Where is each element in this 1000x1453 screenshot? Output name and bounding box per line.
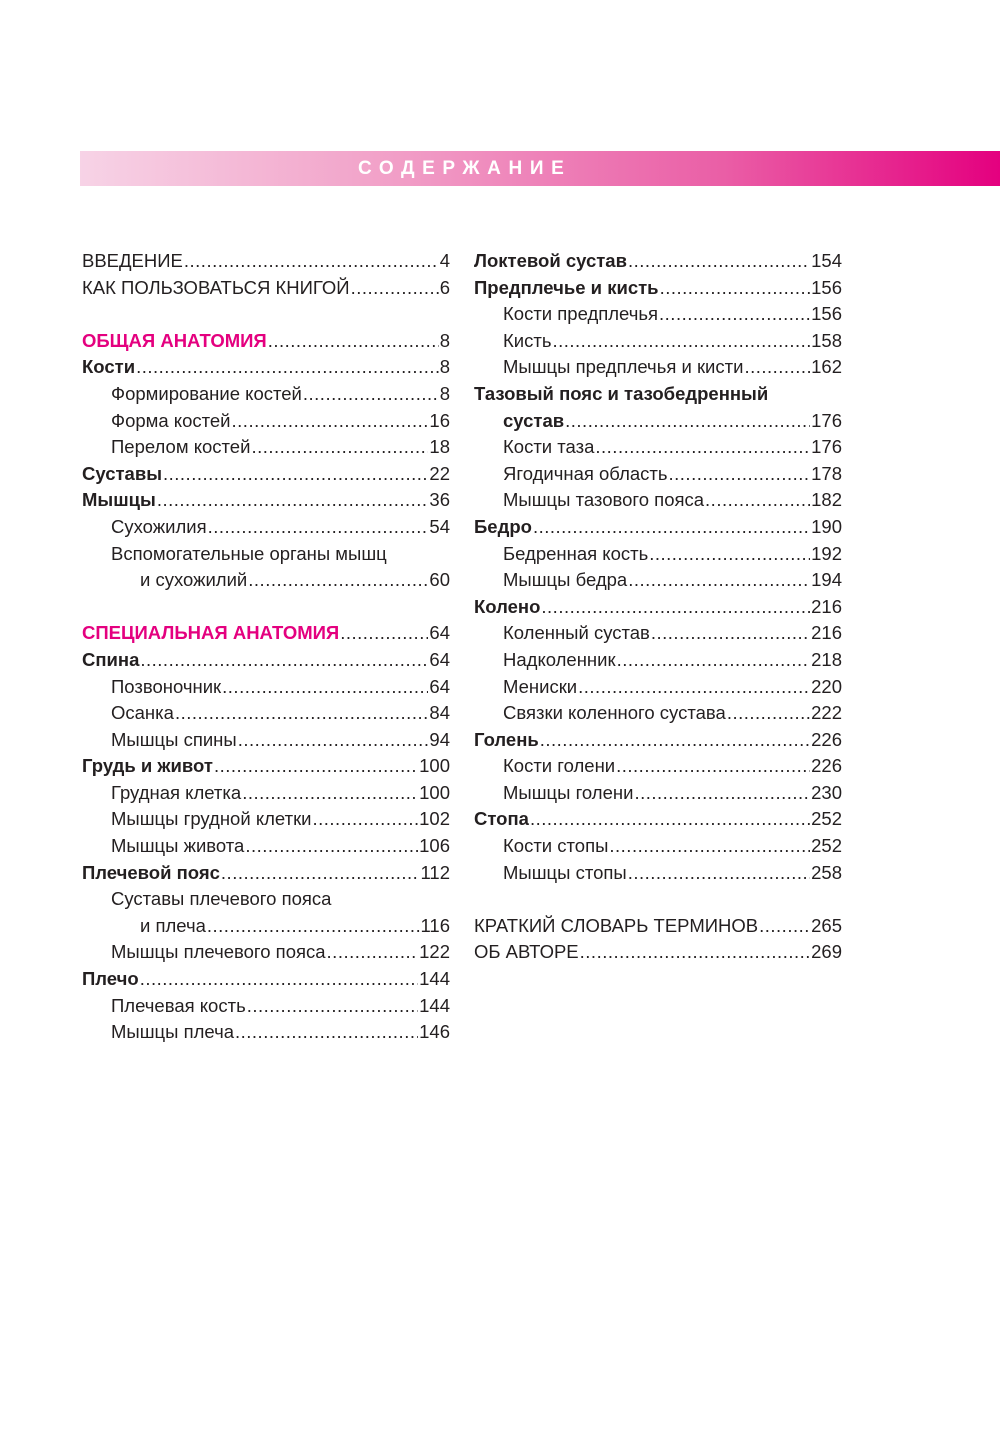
toc-entry-title: Голень xyxy=(474,728,539,750)
toc-dot-leader xyxy=(221,860,420,887)
toc-entry xyxy=(474,514,842,541)
toc-entry xyxy=(474,594,842,621)
toc-entry-title: Плечо xyxy=(82,968,139,990)
toc-page-number: 216 xyxy=(811,595,842,617)
toc-dot-leader xyxy=(251,434,428,461)
toc-entry xyxy=(82,567,450,594)
toc-entry-title: Предплечье и кисть xyxy=(474,276,659,298)
toc-entry-title: Осанка xyxy=(111,702,174,724)
toc-entry-title: ОБ АВТОРЕ xyxy=(474,941,579,963)
toc-entry xyxy=(82,248,450,275)
toc-page-number: 4 xyxy=(439,250,450,271)
toc-dot-leader xyxy=(541,594,810,621)
toc-page-number: 154 xyxy=(811,250,842,271)
toc-page-number: 144 xyxy=(419,994,450,1016)
toc-entry xyxy=(82,833,450,860)
toc-entry-title: Мышцы предплечья и кисти xyxy=(503,356,744,378)
toc-entry xyxy=(82,620,450,647)
toc-page-number: 84 xyxy=(429,702,450,724)
toc-entry xyxy=(474,541,842,568)
toc-page-number: 16 xyxy=(429,409,450,431)
toc-entry-title: Бедро xyxy=(474,515,532,537)
toc-page-number: 226 xyxy=(811,755,842,777)
toc-entry-title: Стопа xyxy=(474,808,529,830)
toc-entry xyxy=(474,833,842,860)
toc-page-number: 218 xyxy=(811,648,842,670)
toc-dot-leader xyxy=(578,674,810,701)
toc-entry-title: Мениски xyxy=(503,675,578,697)
toc-page-number: 112 xyxy=(420,861,450,883)
toc-page-number: 192 xyxy=(811,542,842,564)
toc-page-number: 216 xyxy=(811,622,842,644)
toc-entry-title: Плечевой пояс xyxy=(82,861,220,883)
toc-page-number: 8 xyxy=(439,329,450,351)
toc-entry-title: Плечевая кость xyxy=(111,994,246,1016)
toc-entry-title: Кости стопы xyxy=(503,835,609,857)
toc-dot-leader xyxy=(327,939,419,966)
toc-entry xyxy=(82,939,450,966)
toc-page-number: 220 xyxy=(811,675,842,697)
toc-entry xyxy=(82,780,450,807)
toc-entry xyxy=(82,461,450,488)
toc-entry xyxy=(82,727,450,754)
toc-page-number: 64 xyxy=(429,675,450,697)
toc-dot-leader xyxy=(222,674,428,701)
toc-entry xyxy=(474,647,842,674)
toc-entry-title: Бедренная кость xyxy=(503,542,649,564)
toc-entry xyxy=(474,275,842,302)
toc-page-number: 8 xyxy=(439,356,450,378)
toc-dot-leader xyxy=(207,913,420,940)
toc-entry-title: Мышцы xyxy=(82,489,156,511)
toc-dot-leader xyxy=(163,461,428,488)
toc-page-number: 230 xyxy=(811,781,842,803)
toc-entry xyxy=(474,461,842,488)
toc-page-number: 64 xyxy=(429,648,450,670)
toc-page-number: 18 xyxy=(429,436,450,458)
toc-dot-leader xyxy=(616,753,810,780)
toc-dot-leader xyxy=(238,727,429,754)
toc-dot-leader xyxy=(351,275,439,302)
toc-dot-leader xyxy=(744,354,810,381)
toc-page-number: 94 xyxy=(429,728,450,750)
toc-dot-leader xyxy=(313,806,419,833)
toc-page-number: 252 xyxy=(811,808,842,830)
toc-entry xyxy=(474,408,842,435)
toc-entry xyxy=(474,328,842,355)
toc-dot-leader xyxy=(247,993,418,1020)
toc-entry-title: Мышцы спины xyxy=(111,728,237,750)
toc-entry-title: КРАТКИЙ СЛОВАРЬ ТЕРМИНОВ xyxy=(474,914,759,936)
toc-dot-leader xyxy=(649,541,810,568)
toc-page-number: 269 xyxy=(811,941,842,963)
toc-entry-title: и плеча xyxy=(140,914,206,936)
toc-dot-leader xyxy=(628,248,810,275)
page-title: СОДЕРЖАНИЕ xyxy=(358,158,572,179)
toc-dot-leader xyxy=(540,727,810,754)
toc-entry xyxy=(82,328,450,355)
toc-entry xyxy=(474,620,842,647)
toc-dot-leader xyxy=(245,833,418,860)
toc-entry-title: Грудь и живот xyxy=(82,755,213,777)
toc-entry xyxy=(82,647,450,674)
toc-entry-title: Мышцы плеча xyxy=(111,1021,234,1043)
toc-entry-title: Кости предплечья xyxy=(503,303,659,325)
toc-page-number: 64 xyxy=(429,622,450,644)
toc-entry-title: Формирование костей xyxy=(111,382,302,404)
toc-dot-leader xyxy=(136,354,439,381)
toc-entry-title: Суставы плечевого пояса xyxy=(111,888,332,910)
toc-entry xyxy=(474,727,842,754)
toc-dot-leader xyxy=(248,567,428,594)
toc-entry xyxy=(474,301,842,328)
toc-dot-leader xyxy=(175,700,428,727)
toc-entry-title: Мышцы тазового пояса xyxy=(503,489,705,511)
toc-entry-title: Колено xyxy=(474,595,541,617)
toc-entry-title: Позвоночник xyxy=(111,675,222,697)
toc-entry-title: Кости таза xyxy=(503,436,595,458)
toc-dot-leader xyxy=(628,860,810,887)
toc-entry xyxy=(82,806,450,833)
toc-entry xyxy=(82,487,450,514)
toc-entry-title: Грудная клетка xyxy=(111,781,242,803)
toc-page-number: 106 xyxy=(419,835,450,857)
toc-dot-leader xyxy=(242,780,418,807)
toc-page-number: 156 xyxy=(811,276,842,298)
toc-dot-leader xyxy=(533,514,810,541)
toc-entry xyxy=(82,354,450,381)
toc-page-number: 252 xyxy=(811,835,842,857)
toc-entry-title: Мышцы голени xyxy=(503,781,634,803)
toc-dot-leader xyxy=(659,301,810,328)
toc-entry-title: Мышцы стопы xyxy=(503,861,627,883)
toc-column-left xyxy=(82,248,450,1046)
toc-page-number: 144 xyxy=(419,968,450,990)
toc-dot-leader xyxy=(565,408,810,435)
toc-dot-leader xyxy=(184,248,439,275)
toc-entry xyxy=(82,753,450,780)
toc-page-number: 116 xyxy=(420,914,450,936)
toc-page-number: 194 xyxy=(811,569,842,591)
toc-entry xyxy=(82,275,450,302)
toc-entry-title: Связки коленного сустава xyxy=(503,702,726,724)
toc-dot-leader xyxy=(157,487,429,514)
toc-dot-leader xyxy=(303,381,439,408)
toc-page-number: 226 xyxy=(811,728,842,750)
toc-entry xyxy=(474,913,842,940)
toc-entry xyxy=(474,780,842,807)
toc-dot-leader xyxy=(634,780,810,807)
toc-entry xyxy=(82,408,450,435)
toc-entry-title: Надколенник xyxy=(503,648,616,670)
toc-entry-title: Суставы xyxy=(82,462,162,484)
toc-entry-title: Кости xyxy=(82,356,136,378)
toc-dot-leader xyxy=(609,833,810,860)
toc-entry xyxy=(474,939,842,966)
toc-entry-title: Мышцы живота xyxy=(111,835,245,857)
toc-page-number: 178 xyxy=(811,462,842,484)
toc-entry-title: Мышцы грудной клетки xyxy=(111,808,312,830)
toc-dot-leader xyxy=(651,620,810,647)
toc-dot-leader xyxy=(140,647,428,674)
toc-page-number: 258 xyxy=(811,861,842,883)
toc-entry xyxy=(82,966,450,993)
toc-dot-leader xyxy=(208,514,429,541)
toc-entry-title: Сухожилия xyxy=(111,515,207,537)
toc-page-number: 22 xyxy=(429,462,450,484)
toc-page-number: 8 xyxy=(439,382,450,404)
toc-entry-title: Коленный сустав xyxy=(503,622,650,644)
toc-entry xyxy=(82,886,450,913)
toc-dot-leader xyxy=(595,434,810,461)
toc-dot-leader xyxy=(214,753,418,780)
toc-page-number: 146 xyxy=(419,1021,450,1043)
toc-dot-leader xyxy=(727,700,810,727)
toc-entry xyxy=(82,993,450,1020)
toc-page-number: 60 xyxy=(429,569,450,591)
toc-page-number: 102 xyxy=(419,808,450,830)
toc-page-number: 176 xyxy=(811,436,842,458)
toc-entry-title: КАК ПОЛЬЗОВАТЬСЯ КНИГОЙ xyxy=(82,276,350,298)
toc-entry-title: сустав xyxy=(503,409,565,431)
toc-page-number: 100 xyxy=(419,781,450,803)
toc-dot-leader xyxy=(530,806,810,833)
toc-entry-title: Кисть xyxy=(503,329,552,351)
toc-entry xyxy=(82,1019,450,1046)
toc-entry xyxy=(82,381,450,408)
toc-page-number: 222 xyxy=(811,702,842,724)
toc-entry xyxy=(474,487,842,514)
toc-page-number: 158 xyxy=(811,329,842,351)
toc-entry-title: ОБЩАЯ АНАТОМИЯ xyxy=(82,329,267,351)
toc-dot-leader xyxy=(759,913,810,940)
toc-column-right xyxy=(474,248,842,966)
toc-entry-title: и сухожилий xyxy=(140,569,248,591)
toc-page-number: 100 xyxy=(419,755,450,777)
toc-dot-leader xyxy=(140,966,418,993)
toc-dot-leader xyxy=(552,328,810,355)
toc-entry xyxy=(474,753,842,780)
toc-entry-title: Перелом костей xyxy=(111,436,251,458)
toc-dot-leader xyxy=(660,275,811,302)
toc-dot-leader xyxy=(580,939,810,966)
toc-page-number: 6 xyxy=(439,276,450,298)
toc-entry xyxy=(474,248,842,275)
toc-entry-title: ВВЕДЕНИЕ xyxy=(82,250,183,271)
toc-entry-title: Кости голени xyxy=(503,755,616,777)
toc-entry-title: Мышцы бедра xyxy=(503,569,628,591)
toc-page-number: 156 xyxy=(811,303,842,325)
toc-entry xyxy=(474,381,842,408)
toc-page-number: 182 xyxy=(811,489,842,511)
toc-dot-leader xyxy=(340,620,428,647)
toc-dot-leader xyxy=(235,1019,418,1046)
toc-entry xyxy=(82,541,450,568)
toc-dot-leader xyxy=(628,567,810,594)
toc-entry-title: СПЕЦИАЛЬНАЯ АНАТОМИЯ xyxy=(82,622,340,644)
toc-entry-title: Локтевой сустав xyxy=(474,250,627,271)
toc-entry xyxy=(474,434,842,461)
toc-page-number: 190 xyxy=(811,515,842,537)
toc-dot-leader xyxy=(669,461,811,488)
toc-entry-title: Спина xyxy=(82,648,140,670)
toc-entry xyxy=(82,674,450,701)
toc-dot-leader xyxy=(617,647,811,674)
toc-page-number: 265 xyxy=(811,914,842,936)
toc-page-number: 162 xyxy=(811,356,842,378)
toc-entry-title: Форма костей xyxy=(111,409,231,431)
toc-entry xyxy=(82,860,450,887)
toc-entry xyxy=(474,567,842,594)
toc-dot-leader xyxy=(268,328,439,355)
toc-page-number: 54 xyxy=(429,515,450,537)
toc-entry-title: Ягодичная область xyxy=(503,462,668,484)
toc-entry xyxy=(474,700,842,727)
toc-entry-title: Тазовый пояс и тазобедренный xyxy=(474,382,769,404)
toc-page-number: 176 xyxy=(811,409,842,431)
toc-dot-leader xyxy=(705,487,810,514)
toc-entry xyxy=(82,514,450,541)
toc-entry xyxy=(474,354,842,381)
toc-entry xyxy=(474,674,842,701)
toc-dot-leader xyxy=(232,408,429,435)
toc-entry xyxy=(474,806,842,833)
toc-entry-title: Вспомогательные органы мышц xyxy=(111,542,387,564)
toc-page-number: 122 xyxy=(419,941,450,963)
toc-entry xyxy=(474,860,842,887)
toc-page-number: 36 xyxy=(429,489,450,511)
toc-entry xyxy=(82,913,450,940)
toc-entry xyxy=(82,434,450,461)
toc-entry xyxy=(82,700,450,727)
toc-entry-title: Мышцы плечевого пояса xyxy=(111,941,326,963)
